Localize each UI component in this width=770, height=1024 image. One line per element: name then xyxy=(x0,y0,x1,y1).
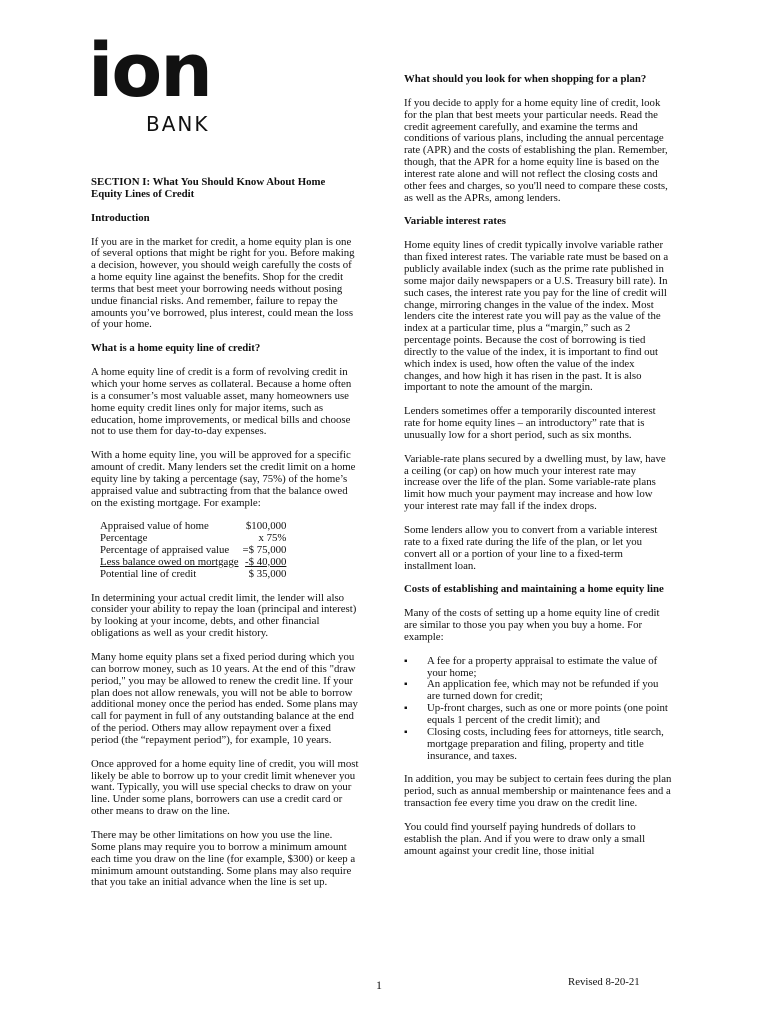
costs-list xyxy=(404,656,672,763)
what-is-heloc-paragraph: A home equity line of credit is a form of revolving credit in which your home serves as collateral. Because a home often is a consumer’s most valuable asset, many homeowners use home equity credit lines only for major items, such as education, home improvements, or medical bills and choose not to use them for day-to-day expenses. xyxy=(91,366,352,438)
calc-label: Less balance owed on mortgage xyxy=(100,555,239,568)
shopping-paragraph: If you decide to apply for a home equity line of credit, look for the plan that best meets your particular needs. Read the credit agreement carefully, and examine the terms and conditions of various plans, including the annual percentage rate (APR) and the costs of establishing the plan. Remember, though, that the APR for a home equity line is based on the interest rate alone and will not reflect the closing costs and other fees and charges, so you'll need to compare these costs, as well as the APRs, among lenders. xyxy=(404,96,668,204)
introduction-paragraph: If you are in the market for credit, a home equity plan is one of several options that might be right for you. Before making a decision, however, you should weigh carefully the costs of a home equity line against the benefits. Shop for the credit terms that best meet your borrowing needs without posing undue financial risks. And remember, failure to repay the amounts you’ve borrowed, plus interest, could mean the loss of your home. xyxy=(91,235,355,331)
list-item: ▪ Closing costs, including fees for attorneys, title search, mortgage preparation and filing, property and title insurance, and taxes. xyxy=(404,727,672,763)
calc-value: $100,000 xyxy=(245,520,287,533)
introduction-heading: Introduction xyxy=(91,211,150,224)
ion-bank-logo xyxy=(88,28,228,140)
establishing-cost-paragraph: You could find yourself paying hundreds of dollars to establish the plan. And if you were to draw only a small amount against your credit line, those initial xyxy=(404,820,646,857)
calc-label: Percentage of appraised value xyxy=(100,544,230,557)
discounted-rate-paragraph: Lenders sometimes offer a temporarily discounted interest rate for home equity lines – an introductory” rate that is unusually low for a short period, such as six months. xyxy=(404,405,656,441)
section-title: SECTION I: What You Should Know About Home Equity Lines of Credit xyxy=(91,176,326,200)
approval-paragraph: With a home equity line, you will be approved for a specific amount of credit. Many lenders set the credit limit on a home equity line by taking a percentage (say, 75%) of the home’s appraised value and subtracting from that the balance owed on the existing mortgage. For example: xyxy=(91,449,356,509)
draw-period-paragraph: Many home equity plans set a fixed period during which you can borrow money, such as 10 years. At the end of this "draw period," you may be allowed to renew the credit line. If your plan does not allow renewals, you will not be able to borrow additional money once the period has ended. Some plans may call for payment in full of any outstanding balance at the end of the period. Others may allow repayment over a fixed period (the “repayment period”), for example, 10 years. xyxy=(91,651,358,746)
left-column xyxy=(91,177,359,901)
page-number: 1 xyxy=(376,978,382,992)
logo-bank-text: BANK xyxy=(146,112,210,136)
right-column xyxy=(404,74,672,869)
variable-rates-heading: Variable interest rates xyxy=(404,215,506,228)
shopping-heading: What should you look for when shopping for a plan? xyxy=(404,73,647,85)
calc-label: Appraised value of home xyxy=(100,520,209,533)
rate-conversion-paragraph: Some lenders allow you to convert from a variable interest rate to a fixed rate during the life of the plan, or let you convert all or a portion of your line to a fixed-term installment loan. xyxy=(404,524,658,572)
costs-paragraph: Many of the costs of setting up a home equity line of credit are similar to those you pay when you buy a home. For example: xyxy=(404,607,660,643)
calc-row xyxy=(100,569,286,581)
additional-fees-paragraph: In addition, you may be subject to certain fees during the plan period, such as annual membership or maintenance fees and a transaction fee every time you draw on the credit line. xyxy=(404,773,672,810)
list-item: ▪ An application fee, which may not be refunded if you are turned down for credit; xyxy=(404,679,672,703)
calc-value: $ 35,000 xyxy=(248,567,287,580)
rate-cap-paragraph: Variable-rate plans secured by a dwelling must, by law, have a ceiling (or cap) on how much your interest rate may increase over the life of the plan. Some variable-rate plans limit how much your payment may increase and how low your interest rate may fall if the index drops. xyxy=(404,452,666,513)
logo-ion-text: ion xyxy=(88,28,211,114)
calc-label: Potential line of credit xyxy=(100,567,197,580)
costs-heading: Costs of establishing and maintaining a home equity line xyxy=(404,583,664,596)
what-is-heloc-heading: What is a home equity line of credit? xyxy=(91,342,261,355)
calc-row xyxy=(100,557,286,569)
calc-value: x 75% xyxy=(258,532,287,545)
borrowing-paragraph: Once approved for a home equity line of credit, you will most likely be able to borrow up to your credit limit whenever you want. Typically, you will use special checks to draw on your line. Under some plans, borrowers can use a credit card or other means to draw on the line. xyxy=(91,757,359,818)
limitations-paragraph: There may be other limitations on how you use the line. Some plans may require you to borrow a minimum amount each time you draw on the line (for example, $300) or keep a minimum amount outstanding. Some plans may also require that you take an initial advance when the line is set up. xyxy=(91,828,356,889)
credit-limit-example-table xyxy=(100,521,286,580)
list-item: ▪ Up-front charges, such as one or more points (one point equals 1 percent of the credit limit); and xyxy=(404,703,672,727)
list-item: ▪ A fee for a property appraisal to estimate the value of your home; xyxy=(404,656,672,680)
calc-value: =$ 75,000 xyxy=(242,544,287,557)
revision-date: Revised 8-20-21 xyxy=(568,976,640,988)
calc-value: -$ 40,000 xyxy=(245,555,287,568)
credit-limit-determination-paragraph: In determining your actual credit limit, the lender will also consider your ability to repay the loan (principal and interest) by looking at your income, debts, and other financial obligations as well as your credit history. xyxy=(91,591,357,640)
variable-rates-paragraph: Home equity lines of credit typically involve variable rather than fixed interest rates. The variable rate must be based on a publicly available index (such as the prime rate published in some major daily newspapers or a U.S. Treasury bill rate). In such cases, the interest rate you pay for the line of credit will change, mirroring changes in the value of the index. Most lenders cite the interest rate you will pay as the value of the index at a particular time, plus a “margin,” such as 2 percentage points. Because the cost of borrowing is tied directly to the value of the index, it is important to find out which index is used, how often the value of the index changes, and how high it has risen in the past. It is also important to note the amount of the margin. xyxy=(404,239,669,394)
calc-label: Percentage xyxy=(100,532,148,545)
